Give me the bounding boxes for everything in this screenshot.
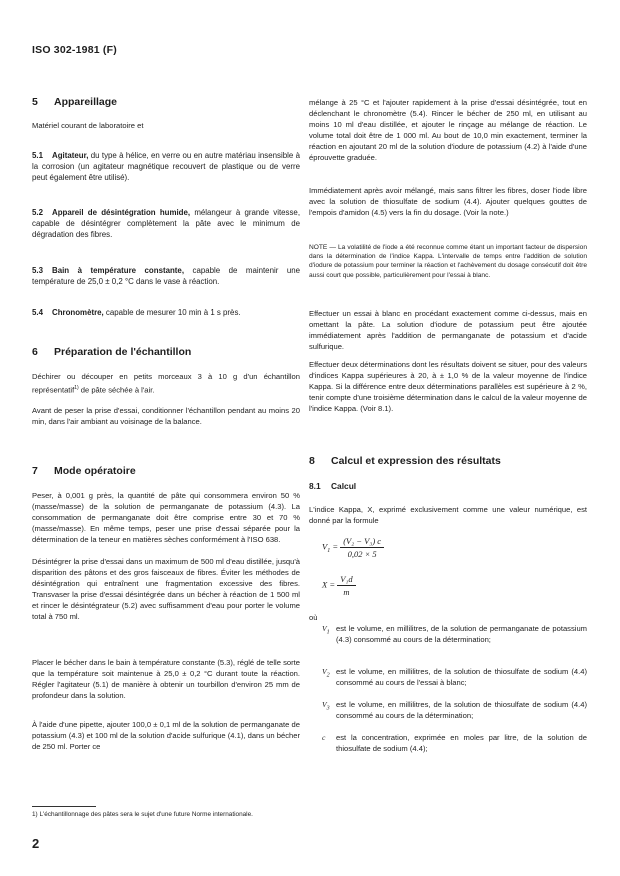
definition-v1: $V_1$ est le volume, en millilitres, de la solution de permanganate de potassium (4.3) consommé au cours de la détermination; [322, 624, 587, 644]
section-7-paragraph-2: Désintégrer la prise d'essai dans un maximum de 500 ml d'eau distillée, jusqu'à disparition des pâtons et des gros faisceaux de fibres. Éviter les méthodes de désintégration qui entraînent une fragmentation excessive des fibres. Transvaser la prise d'essai désintégrée dans un bécher à réaction de 1 500 ml et rincer le désintégrateur (5.2) avec suffisamment d'eau pour porter le volume total à 750 ml. [32, 557, 300, 621]
definition-v2: $V_2$ est le volume, en millilitres, de la solution de thiosulfate de sodium (4.4) consommé au cours de l'essai à blanc; [322, 667, 587, 687]
subsection-5-3: 5.3 Bain à température constante, capable de maintenir une température de 25,0 ± 0,2 °C dans le vase à réaction. [32, 266, 300, 286]
page-number: 2 [32, 836, 40, 851]
section-5-intro: Matériel courant de laboratoire et [32, 121, 144, 130]
section-7-paragraph-5: mélange à 25 °C et l'ajouter rapidement à la prise d'essai désintégrée, tout en déclenchant le chronomètre (5.4). Rincer le bécher de 250 ml, en utilisant au moins 10 ml d'eau distillée, et ajouter le rinçage au mélange de réaction. Le volume total doit être de 1 000 ml. Au bout de 10,0 min exactement, terminer la réaction en ajoutant 20 ml de la solution d'iodure de potassium (4.2) à l'aide d'une éprouvette graduée. [309, 98, 587, 162]
subsection-5-2: 5.2 Appareil de désintégration humide, mélangeur à grande vitesse, capable de désintégrer complètement la pâte avec le minimum de dégradation des fibres. [32, 208, 301, 239]
document-header: ISO 302-1981 (F) [32, 44, 117, 56]
section-7-paragraph-7: Effectuer un essai à blanc en procédant exactement comme ci-dessus, mais en omettant la pâte. La solution d'iodure de potassium peut être ajoutée immédiatement après l'addition de permanganate de potassium et d'acide sulfurique. [309, 309, 587, 351]
subsection-8-1-heading: 8.1 Calcul [309, 481, 357, 491]
section-6-heading: 6 Préparation de l'échantillon [32, 346, 192, 358]
formula-x: X = $\frac{\text{V₁d}}{m}$ [322, 574, 356, 597]
definition-c: c est la concentration, exprimée en moles par litre, de la solution de thiosulfate de sodium (4.4); [322, 733, 587, 753]
section-8-intro: L'indice Kappa, X, exprimé exclusivement comme une valeur numérique, est donné par la formule [309, 505, 587, 525]
formula-v1: $V_1$ = $\frac{\text{(V₂ − V₃) c}}{0,02 \times 5}$ [322, 536, 384, 559]
where-label: où [309, 613, 318, 622]
footnote-divider [32, 806, 96, 807]
section-7-paragraph-8: Effectuer deux déterminations dont les résultats doivent se situer, pour des valeurs d'indices Kappa supérieures à 20, à ± 1,0 % de la valeur moyenne de l'indice Kappa. Si la différence entre deux déterminations parallèles est supérieure à 2 %, tenir compte d'une troisième détermination dans le calcul de la valeur moyenne de l'indice Kappa. (Voir 8.1). [309, 360, 587, 413]
section-7-paragraph-3: Placer le bécher dans le bain à température constante (5.3), réglé de telle sorte que la température soit maintenue à 25,0 ± 0,2 °C durant toute la réaction. Régler l'agitateur (5.1) de manière à obtenir un tourbillon d'environ 25 mm de profondeur dans la solution. [32, 658, 300, 700]
section-7-heading: 7 Mode opératoire [32, 465, 136, 477]
subsection-5-1: 5.1 Agitateur, du type à hélice, en verre ou en autre matériau insensible à la corrosion (un agitateur magnétique recouvert de plastique ou de verre peut également être utilisé). [32, 151, 300, 182]
section-6-paragraph-1: Déchirer ou découper en petits morceaux 3 à 10 g d'un échantillon représentatif$^{1)}$ de pâte séchée à l'air. [32, 372, 300, 395]
section-8-heading: 8 Calcul et expression des résultats [309, 455, 501, 467]
section-7-paragraph-1: Peser, à 0,001 g près, la quantité de pâte qui consommera environ 50 % (masse/masse) de la solution de permanganate de potassium (4.3). La consommation de permanganate doit être comprise entre 30 et 70 % (masse/masse). En même temps, peser une prise d'essai séparée pour la détermination de la teneur en matières sèches conformément à l'ISO 638. [32, 491, 300, 544]
footnote: 1) L'échantillonnage des pâtes sera le sujet d'une future Norme internationale. [32, 811, 253, 818]
section-7-paragraph-4: À l'aide d'une pipette, ajouter 100,0 ± 0,1 ml de la solution de permanganate de potassium (4.3) et 100 ml de la solution d'acide sulfurique (4.1), dans un bécher de 250 ml. Porter ce [32, 720, 300, 751]
section-7-paragraph-6: Immédiatement après avoir mélangé, mais sans filtrer les fibres, doser l'iode libre avec la solution de thiosulfate de sodium (4.4). Ajouter quelques gouttes de l'empois d'amidon (4.5) vers la fin du dosage. (Voir la note.) [309, 186, 587, 217]
section-5-heading: 5 Appareillage [32, 96, 118, 108]
section-6-paragraph-2: Avant de peser la prise d'essai, conditionner l'échantillon pendant au moins 20 min, dans l'air ambiant au voisinage de la balance. [32, 406, 300, 426]
subsection-5-4: 5.4 Chronomètre, capable de mesurer 10 min à 1 s près. [32, 308, 241, 317]
definition-v3: $V_3$ est le volume, en millilitres, de la solution de thiosulfate de sodium (4.4) consommé au cours de la détermination; [322, 700, 587, 720]
section-7-note: NOTE — La volatilité de l'iode a été reconnue comme étant un important facteur de dispersion dans la détermination de l'indice Kappa. L'intervalle de temps entre l'addition de solution d'iodure de potassium pour terminer la réaction et l'achèvement du dosage consécutif doit être aussi court que possible, particulièrement pour l'essai à blanc. [309, 244, 587, 279]
